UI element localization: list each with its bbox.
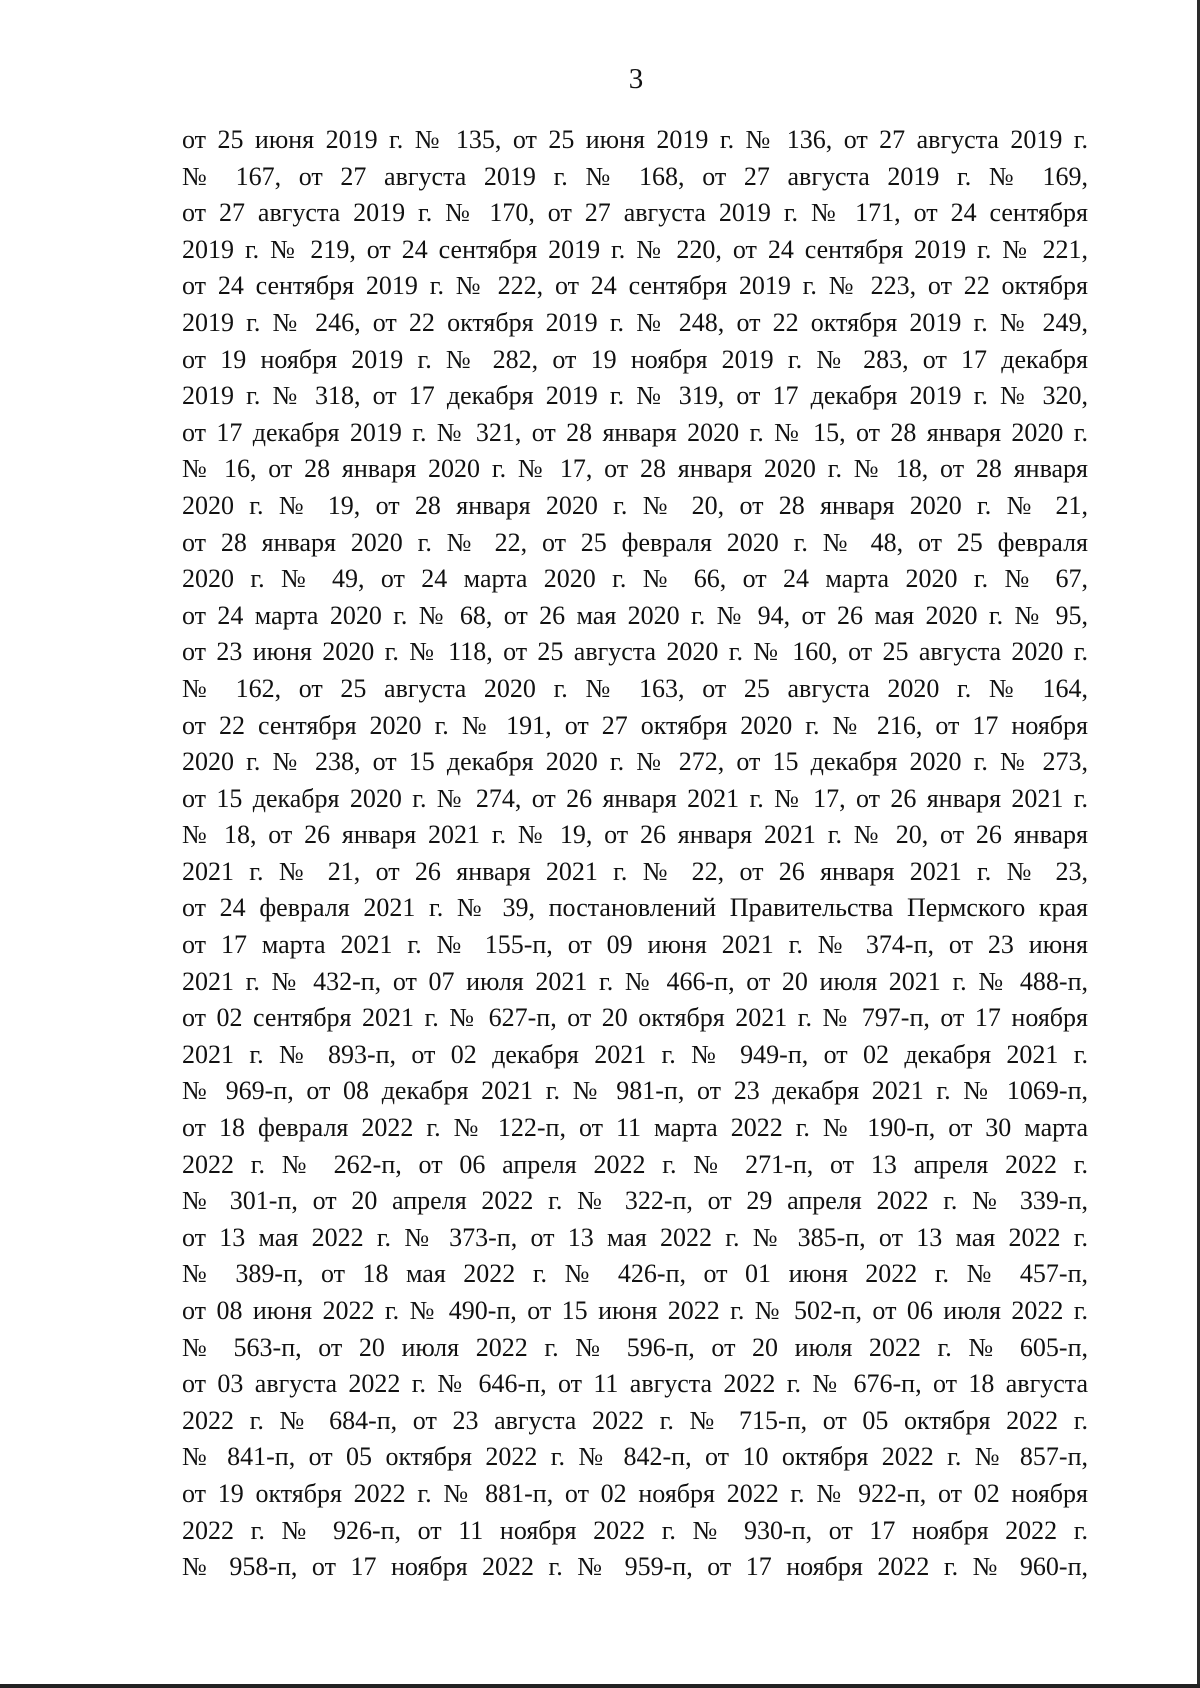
text-line: от 18 февраля 2022 г. № 122-п, от 11 марта 2022 г. № 190-п, от 30 марта <box>182 1113 1088 1143</box>
text-line: от 27 августа 2019 г. № 170, от 27 августа 2019 г. № 171, от 24 сентября <box>182 198 1088 228</box>
text-line: 2022 г. № 684-п, от 23 августа 2022 г. № 715-п, от 05 октября 2022 г. <box>182 1405 1088 1435</box>
text-line: от 03 августа 2022 г. № 646-п, от 11 августа 2022 г. № 676-п, от 18 августа <box>182 1369 1088 1399</box>
text-line: 2021 г. № 893-п, от 02 декабря 2021 г. № 949-п, от 02 декабря 2021 г. <box>182 1039 1088 1069</box>
text-line: от 13 мая 2022 г. № 373-п, от 13 мая 2022 г. № 385-п, от 13 мая 2022 г. <box>182 1222 1088 1252</box>
text-line: от 25 июня 2019 г. № 135, от 25 июня 2019 г. № 136, от 27 августа 2019 г. <box>182 125 1088 154</box>
text-line: от 28 января 2020 г. № 22, от 25 февраля 2020 г. № 48, от 25 февраля <box>182 527 1088 557</box>
scan-edge-bottom <box>0 1684 1200 1688</box>
text-line: № 563-п, от 20 июля 2022 г. № 596-п, от 20 июля 2022 г. № 605-п, <box>182 1332 1088 1362</box>
text-line: 2021 г. № 21, от 26 января 2021 г. № 22, от 26 января 2021 г. № 23, <box>182 856 1088 886</box>
text-line: № 969-п, от 08 декабря 2021 г. № 981-п, от 23 декабря 2021 г. № 1069-п, <box>182 1076 1088 1106</box>
text-line: от 23 июня 2020 г. № 118, от 25 августа 2020 г. № 160, от 25 августа 2020 г. <box>182 637 1088 667</box>
text-line: 2021 г. № 432-п, от 07 июля 2021 г. № 466-п, от 20 июля 2021 г. № 488-п, <box>182 966 1088 996</box>
text-line: № 301-п, от 20 апреля 2022 г. № 322-п, от 29 апреля 2022 г. № 339-п, <box>182 1186 1088 1216</box>
text-line: 2020 г. № 19, от 28 января 2020 г. № 20, от 28 января 2020 г. № 21, <box>182 490 1088 520</box>
text-line: от 08 июня 2022 г. № 490-п, от 15 июня 2022 г. № 502-п, от 06 июля 2022 г. <box>182 1296 1088 1325</box>
text-line: от 24 февраля 2021 г. № 39, постановлений Правительства Пермского края <box>182 893 1088 923</box>
text-line: от 15 декабря 2020 г. № 274, от 26 января 2021 г. № 17, от 26 января 2021 г. <box>182 783 1088 813</box>
text-line: 2019 г. № 318, от 17 декабря 2019 г. № 319, от 17 декабря 2019 г. № 320, <box>182 381 1088 411</box>
text-line: № 389-п, от 18 мая 2022 г. № 426-п, от 01 июня 2022 г. № 457-п, <box>182 1259 1088 1289</box>
text-line: 2019 г. № 219, от 24 сентября 2019 г. № 220, от 24 сентября 2019 г. № 221, <box>182 234 1088 264</box>
text-line: от 24 марта 2020 г. № 68, от 26 мая 2020 г. № 94, от 26 мая 2020 г. № 95, <box>182 600 1088 630</box>
text-line: от 17 марта 2021 г. № 155-п, от 09 июня 2021 г. № 374-п, от 23 июня <box>182 930 1088 960</box>
text-line: от 17 декабря 2019 г. № 321, от 28 января 2020 г. № 15, от 28 января 2020 г. <box>182 417 1088 447</box>
text-line: 2019 г. № 246, от 22 октября 2019 г. № 248, от 22 октября 2019 г. № 249, <box>182 307 1088 337</box>
text-line: от 02 сентября 2021 г. № 627-п, от 20 октября 2021 г. № 797-п, от 17 ноября <box>182 1003 1088 1033</box>
text-line: № 18, от 26 января 2021 г. № 19, от 26 января 2021 г. № 20, от 26 января <box>182 820 1088 850</box>
text-line: от 19 октября 2022 г. № 881-п, от 02 ноября 2022 г. № 922-п, от 02 ноября <box>182 1478 1088 1508</box>
text-line: от 24 сентября 2019 г. № 222, от 24 сентября 2019 г. № 223, от 22 октября <box>182 271 1088 301</box>
text-line: № 162, от 25 августа 2020 г. № 163, от 25 августа 2020 г. № 164, <box>182 673 1088 703</box>
text-line: от 19 ноября 2019 г. № 282, от 19 ноября 2019 г. № 283, от 17 декабря <box>182 344 1088 374</box>
text-line: № 958-п, от 17 ноября 2022 г. № 959-п, от 17 ноября 2022 г. № 960-п, <box>182 1552 1088 1582</box>
text-line: № 167, от 27 августа 2019 г. № 168, от 27 августа 2019 г. № 169, <box>182 161 1088 191</box>
body-text <box>182 122 1088 1586</box>
text-line: 2022 г. № 262-п, от 06 апреля 2022 г. № 271-п, от 13 апреля 2022 г. <box>182 1149 1088 1179</box>
text-line: 2020 г. № 49, от 24 марта 2020 г. № 66, от 24 марта 2020 г. № 67, <box>182 564 1088 594</box>
text-line: № 841-п, от 05 октября 2022 г. № 842-п, от 10 октября 2022 г. № 857-п, <box>182 1442 1088 1472</box>
page-number: 3 <box>628 63 644 95</box>
text-line: 2020 г. № 238, от 15 декабря 2020 г. № 272, от 15 декабря 2020 г. № 273, <box>182 747 1088 777</box>
text-line: 2022 г. № 926-п, от 11 ноября 2022 г. № 930-п, от 17 ноября 2022 г. <box>182 1515 1088 1545</box>
text-line: от 22 сентября 2020 г. № 191, от 27 октября 2020 г. № 216, от 17 ноября <box>182 710 1088 740</box>
text-line: № 16, от 28 января 2020 г. № 17, от 28 января 2020 г. № 18, от 28 января <box>182 454 1088 484</box>
